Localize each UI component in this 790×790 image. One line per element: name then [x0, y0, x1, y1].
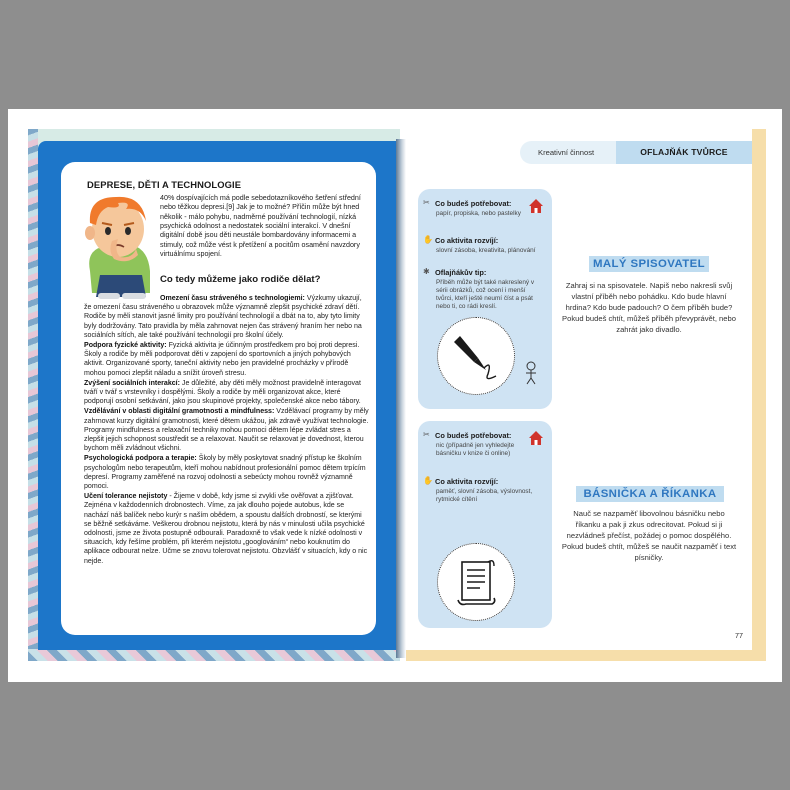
- page-number: 77: [735, 631, 743, 640]
- body-text: [84, 294, 369, 567]
- activity-text-poem: Nauč se nazpaměť libovolnou básničku nebo říkanku a pak ji zkus odrecitovat. Pokud si ji nezvládneš přečíst, požádej o pomoc dospělého. Pokud budeš chtít, můžeš se naučit nazpaměť i text písničky.: [561, 509, 737, 563]
- subheading: Co tedy můžeme jako rodiče dělat?: [160, 274, 321, 285]
- info-box-poem: [418, 421, 552, 628]
- lightbulb-icon: ✱: [423, 267, 430, 276]
- needs-section: ✂ Co budeš potřebovat: nic (případně jen vyhledejte básničku v knize či online): [423, 430, 515, 457]
- article-title: DEPRESE, DĚTI A TECHNOLOGIE: [87, 179, 242, 190]
- fountain-pen-icon: [438, 318, 514, 394]
- paragraph-social-interaction: Zvýšení sociálních interakcí: Je důležité, aby děti měly možnost pravidelně interagovat tváří v tvář s vrstevníky i dospělými. Školy a rodiče by měli organizovat akce, které podporují osobní setkávání, jako jsou skupinové projekty, společenské akce nebo tábory.: [84, 379, 361, 406]
- scroll-icon: [438, 544, 514, 620]
- pen-illustration-circle: [437, 317, 515, 395]
- needs-section: ✂ Co budeš potřebovat: papír, propiska, nebo pastelky: [423, 198, 521, 217]
- book-spine: [396, 139, 406, 658]
- stick-figure-icon: [524, 361, 538, 385]
- sad-child-illustration: [82, 193, 160, 301]
- activity-title-poem: BÁSNIČKA A ŘÍKANKA: [576, 486, 724, 502]
- scissors-icon: ✂: [423, 430, 430, 439]
- hand-icon: ✋: [423, 476, 433, 485]
- develops-section: ✋ Co aktivita rozvíjí: paměť, slovní zásoba, výslovnost, rytmické cítění: [423, 476, 533, 503]
- tip-section: ✱ Oflajňákův tip: Příběh může být také nakreslený v sérii obrázků, což ocení i menší tvůrci, kteří ještě neumí číst a psát nebo ti, co rádi kreslí.: [423, 267, 535, 310]
- activity-text-writer: Zahraj si na spisovatele. Napiš nebo nakresli svůj vlastní příběh nebo pohádku. Kdo bude hlavní hrdina? Kdo bude padouch? O čem příběh bude? Pokud budeš chtít, můžeš příběh převyprávět, nebo zahrát jako divadlo.: [562, 281, 736, 335]
- paragraph-physical-activity: Podpora fyzické aktivity: Fyzická aktivita je účinným prostředkem pro boj proti depresi. Školy a rodiče by měli podporovat děti v zapojení do sportovních a jiných pohybových aktivit. Organizované sporty, taneční aktivity nebo jen pravidelné procházky v přírodě mohou pomoci zlepšit náladu a snížit úroveň stresu.: [84, 342, 360, 377]
- intro-paragraph: 40% dospívajících má podle sebedotazníkového šetření střední nebo těžkou depresi.[9] Jak je to možné? Příčin může být hned několik - málo pohybu, nadměrné používání technologií, nízká psychická odolnost a nedostatek sociální interakcí. V dnešní digitální době jsou děti neustále bombardovány informacemi a stimuly, což může vést k přetížení a pocitům osamění navzdory virtuálnímu spojení.: [160, 194, 361, 259]
- right-page-edge: [752, 129, 766, 661]
- info-box-writer: [418, 189, 552, 409]
- right-page-bottom-edge: [406, 650, 766, 661]
- paragraph-uncertainty-tolerance: Učení tolerance nejistoty - Žijeme v době, kdy jsme si zvykli vše ověřovat a zjišťovat. Zejména v každodenních drobnostech. Víme, za jak dlouho pojede autobus, kde se nachází náš balíček nebo kurýr s naším obědem, a spoustu dalších drobností, se kterými se běžně setkáváme. Veškerou drobnou nejistotu, která by nás v minulosti učila psychické odolnosti, jsme ze života postupně odbourali. Paradoxně to však vede k nízké odolnosti v situacích, kdy řešíme problém, při kterém nejistotu „googlováním“ nebo kouknutím do aplikace odbourat nelze. Učme se znovu tolerovat nejistotu. Obzvlášť v situacích, kdy o nic nejde.: [84, 493, 368, 565]
- header-title: OFLAJŇÁK TVŮRCE: [616, 141, 752, 164]
- paragraph-digital-literacy: Vzdělávání v oblasti digitální gramotnosti a mindfulness: Vzdělávací programy by měly zahrnovat kurzy digitální gramotnosti, které dětem ukážou, jak zdravě využívat technologie. Programy mindfulness a relaxační techniky mohou pomoci dětem lépe zvládat stres a zlepšit jejich schopnost soustředit se a relaxovat. Naučit se relaxovat je dovednost, kterou bychom měli zvládnout všichni.: [84, 408, 369, 453]
- decorative-pattern-left: [28, 129, 38, 661]
- activity-title-writer: MALÝ SPISOVATEL: [589, 256, 709, 272]
- scroll-illustration-circle: [437, 543, 515, 621]
- develops-section: ✋ Co aktivita rozvíjí: slovní zásoba, kreativita, plánování: [423, 235, 536, 254]
- hand-icon: ✋: [423, 235, 433, 244]
- decorative-pattern-bottom: [28, 649, 400, 661]
- paragraph-screen-time: Omezení času stráveného s technologiemi: Výzkumy ukazují, že omezení času stráveného u obrazovek může významně zlepšit psychické zdraví dětí. Rodiče by měli stanovit jasné limity pro používání technologií a dbát na to, aby tyto limity byly dodržovány. Tato pravidla by měla zahrnovat nejen čas strávený hraním her nebo na sociálních sítích, ale také používání technologií pro školní účely.: [84, 295, 362, 339]
- paragraph-psychological-support: Psychologická podpora a terapie: Školy by měly poskytovat snadný přístup ke školním psychologům nebo terapeutům, kteří mohou nabídnout profesionální pomoc dětem trpícím depresí. Programy zaměřené na rozvoj odolnosti a sebeúcty mohou rovněž významně pomoci.: [84, 455, 366, 491]
- scissors-icon: ✂: [423, 198, 430, 207]
- header-category: Kreativní činnost: [520, 141, 616, 164]
